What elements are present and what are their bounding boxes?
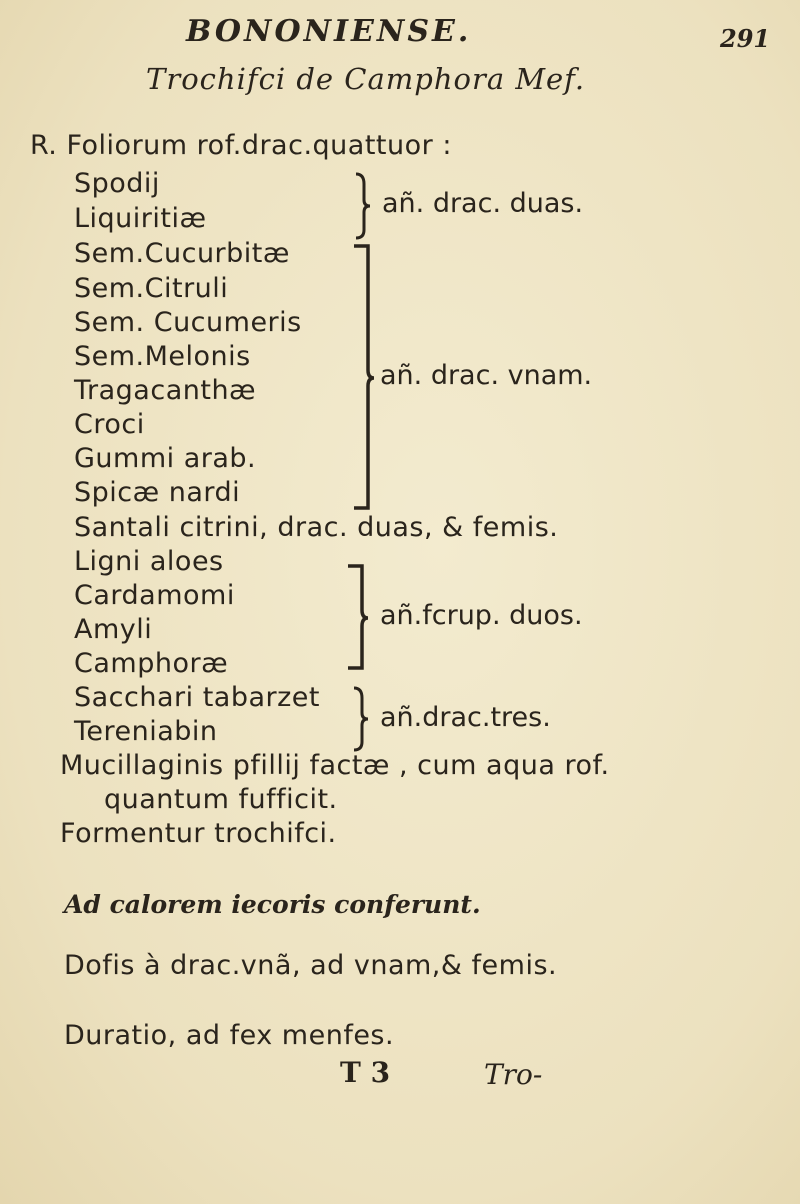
ingredient: Sem.Cucurbitæ <box>74 238 290 269</box>
ingredient: Croci <box>74 409 145 440</box>
ingredient: Cardamomi <box>74 580 235 611</box>
running-head: BONONIENSE. <box>186 14 472 49</box>
formentur-line: Formentur trochifci. <box>60 818 337 849</box>
brace-icon <box>350 244 376 512</box>
ingredient: Sem. Cucumeris <box>74 307 302 338</box>
catchword: Tro- <box>484 1058 543 1091</box>
brace-icon <box>350 686 372 752</box>
dose-label: añ.fcrup. duos. <box>380 600 583 631</box>
duratio-note: Duratio, ad fex menfes. <box>64 1020 395 1051</box>
use-note: Ad calorem iecoris conferunt. <box>64 890 481 919</box>
ingredient: Gummi arab. <box>74 443 257 474</box>
ingredient: Tragacanthæ <box>74 375 257 406</box>
santali-line: Santali citrini, drac. duas, & femis. <box>74 512 559 543</box>
ingredient: Sacchari tabarzet <box>74 682 321 713</box>
dose-label: añ.drac.tres. <box>380 702 551 733</box>
mucilage-line: Mucillaginis pfillij factæ , cum aqua rof. <box>60 750 610 781</box>
brace-icon <box>352 172 374 240</box>
signature-mark: T 3 <box>340 1056 391 1089</box>
ingredient: Spicæ nardi <box>74 477 241 508</box>
ingredient: Ligni aloes <box>74 546 224 577</box>
ingredient: Sem.Citruli <box>74 273 229 304</box>
ingredient: Tereniabin <box>74 716 218 747</box>
ingredient: Amyli <box>74 614 153 645</box>
ingredient: Liquiritiæ <box>74 203 207 234</box>
dose-label: añ. drac. vnam. <box>380 360 593 391</box>
brace-icon <box>344 564 370 672</box>
ingredient: Sem.Melonis <box>74 341 251 372</box>
ingredient: Camphoræ <box>74 648 229 679</box>
dose-label: añ. drac. duas. <box>382 188 584 219</box>
recipe-intro: R. Foliorum rof.drac.quattuor : <box>30 130 452 161</box>
recipe-title: Trochifci de Camphora Mef. <box>146 62 586 96</box>
ingredient: Spodij <box>74 168 160 199</box>
dosis-note: Dofis à drac.vnã, ad vnam,& femis. <box>64 950 558 981</box>
mucilage-line: quantum fufficit. <box>104 784 338 815</box>
page-number: 291 <box>720 24 771 53</box>
